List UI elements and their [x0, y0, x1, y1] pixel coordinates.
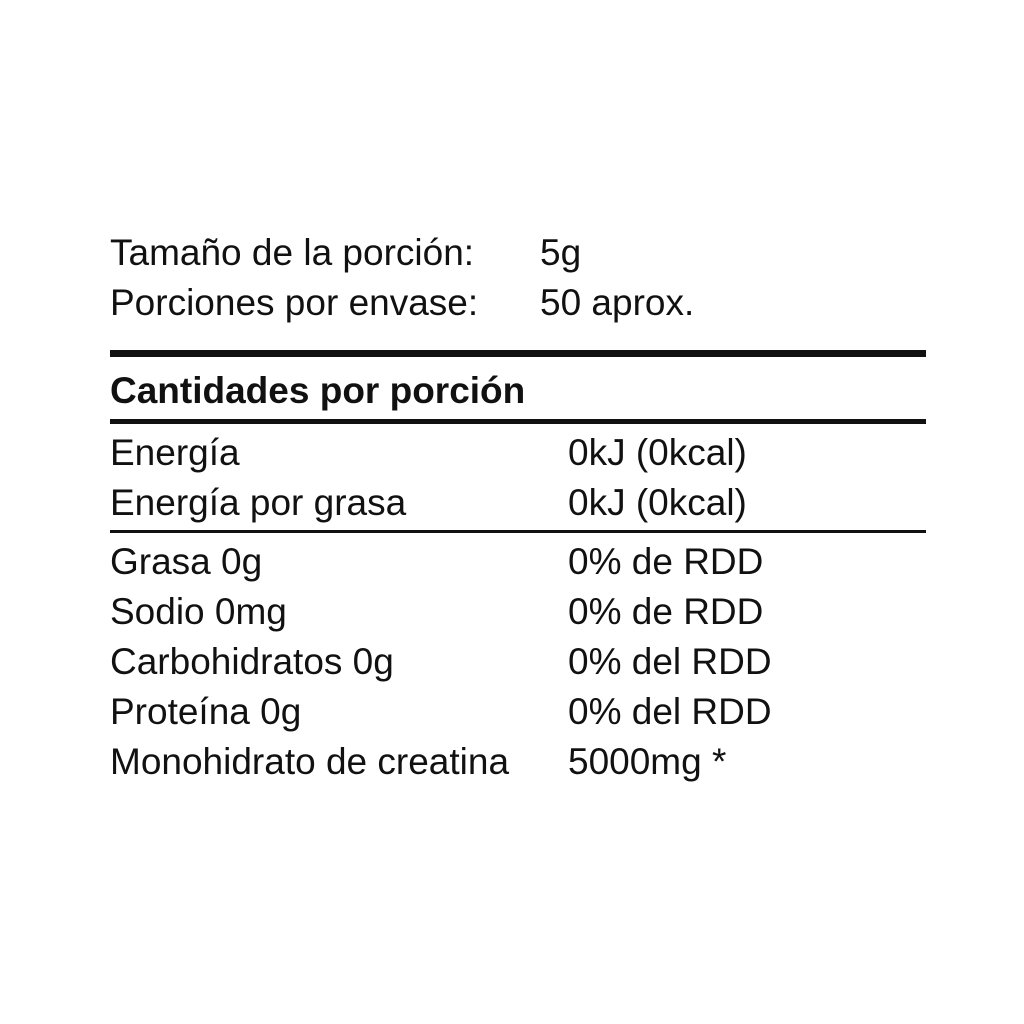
servings-per-container-row [110, 278, 926, 328]
servings-per-container-value: 50 aprox. [540, 282, 695, 323]
energy-name: Energía [110, 432, 240, 473]
thick-divider [110, 350, 926, 357]
section-title: Cantidades por porción [110, 370, 526, 411]
serving-size-value: 5g [540, 232, 582, 273]
energy-from-fat-value: 0kJ (0kcal) [568, 482, 747, 523]
nutrient-row-carbohydrates [110, 637, 926, 687]
nutrient-name: Carbohidratos 0g [110, 641, 394, 682]
nutrient-value: 0% del RDD [568, 691, 772, 732]
energy-list [110, 424, 926, 528]
nutrient-name: Monohidrato de creatina [110, 741, 510, 782]
energy-from-fat-name: Energía por grasa [110, 482, 407, 523]
serving-size-row [110, 228, 926, 278]
energy-value: 0kJ (0kcal) [568, 432, 747, 473]
nutrient-row-sodium [110, 587, 926, 637]
nutrition-facts-panel [110, 228, 926, 787]
spacer [110, 328, 926, 350]
nutrient-name: Sodio 0mg [110, 591, 287, 632]
nutrient-value: 5000mg * [568, 741, 727, 782]
energy-row [110, 428, 926, 478]
energy-from-fat-row [110, 478, 926, 528]
nutrient-list [110, 533, 926, 787]
nutrient-value: 0% del RDD [568, 641, 772, 682]
serving-size-label: Tamaño de la porción: [110, 232, 475, 273]
servings-per-container-label: Porciones por envase: [110, 282, 479, 323]
nutrient-name: Grasa 0g [110, 541, 263, 582]
nutrient-name: Proteína 0g [110, 691, 302, 732]
nutrient-value: 0% de RDD [568, 541, 764, 582]
nutrient-row-creatine [110, 737, 926, 787]
nutrient-value: 0% de RDD [568, 591, 764, 632]
nutrient-row-fat [110, 537, 926, 587]
nutrient-row-protein [110, 687, 926, 737]
